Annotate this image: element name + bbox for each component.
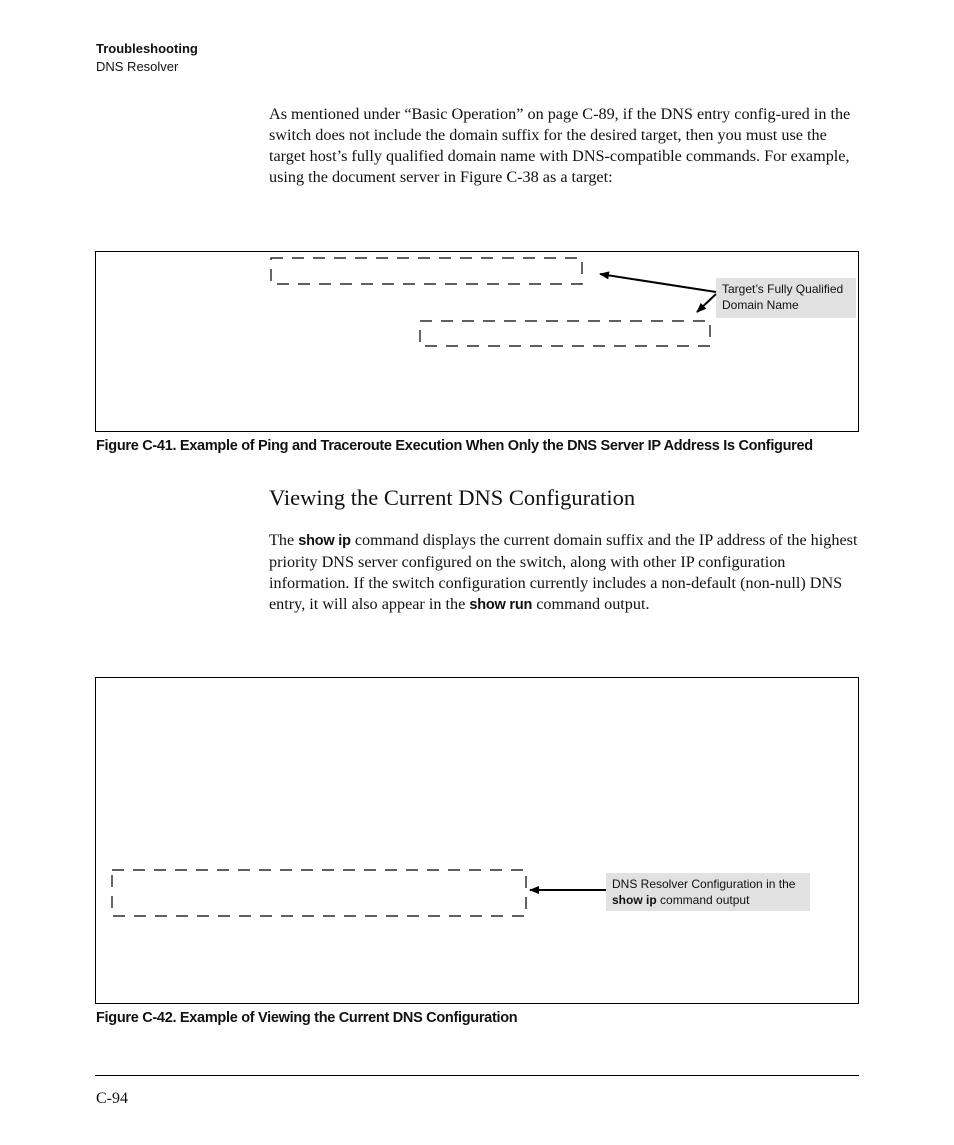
callout-text: DNS Resolver Configuration in the (612, 877, 796, 891)
arrow-to-traceroute-target (697, 294, 716, 312)
highlight-box-traceroute (420, 321, 710, 346)
running-header-subtitle: DNS Resolver (96, 59, 179, 74)
page-number: C-94 (96, 1090, 128, 1107)
figure-c41-caption: Figure C-41. Example of Ping and Traceroute Execution When Only the DNS Server IP Address Is Configured (96, 438, 813, 454)
paragraph-text-middle: command displays the current domain suffix and the IP address of the highest priority DNS server configured on the switch, along with other IP configuration information. If the switch configuration currently includes a non-default (non-null) DNS entry, it will also appear in the (269, 531, 858, 613)
highlight-box-ping (271, 258, 582, 284)
running-header-title: Troubleshooting (96, 41, 198, 56)
fqdn-callout: Target’s Fully Qualified Domain Name (716, 278, 856, 318)
intro-paragraph: As mentioned under “Basic Operation” on page C-89, if the DNS entry config-ured in the switch does not include the domain suffix for the desired target, then you must use the target host’s fully qualified domain name with DNS-compatible commands. For example, using the document server in Figure C-38 as a target: (269, 105, 851, 186)
callout-command: show ip (612, 893, 657, 907)
show-ip-command: show ip (298, 533, 351, 549)
section-heading: Viewing the Current DNS Configuration (269, 485, 636, 510)
show-run-command: show run (469, 597, 533, 613)
figure-c42-caption: Figure C-42. Example of Viewing the Current DNS Configuration (96, 1010, 518, 1026)
paragraph-text-end: command output. (536, 595, 650, 613)
callout-text-end: command output (660, 893, 750, 907)
paragraph-text-start: The (269, 531, 295, 549)
arrow-to-ping-target (600, 274, 716, 292)
footer-rule (95, 1075, 859, 1076)
highlight-box-dns-config (112, 870, 526, 916)
